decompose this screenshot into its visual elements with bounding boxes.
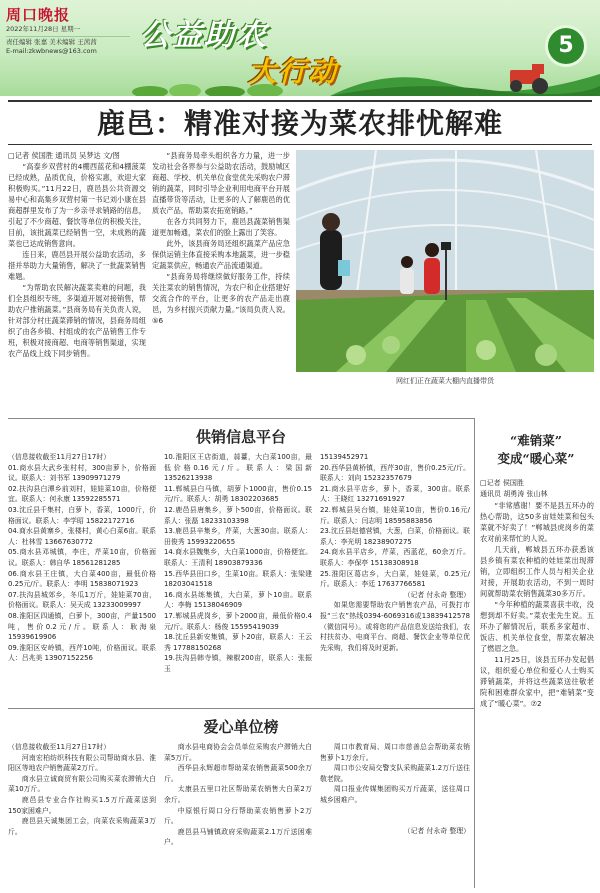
date-line: 2022年11月28日 星期一 — [6, 25, 81, 33]
side-story-paragraph: 几天前，郸城县五环办获悉该县乡镇有菜农种植的娃娃菜出现滞销，立即组织工作人员与相关企业对接，开展助农活动，不到一周时间就帮助菜农销售蔬菜30多万斤。 — [480, 545, 594, 598]
supply-item: 01.商水县大武乡张村村，300亩萝卜，价格面议。联系人：刘书军 13909971279 — [8, 463, 156, 483]
article-paragraph: “为帮助农民解决蔬菜卖难的问题，我们全县组织专班，多渠道开展对接销售，帮助农户推销蔬菜。”县商务局有关负责人说，针对部分村庄蔬菜滞销的情况，县商务局组织了由各乡镇、村组成的农产品销售工作专班，积极对接商超、电商等销售渠道，实现农产品线上线下同步销售。 — [8, 283, 146, 358]
article-paragraph: 此外，该县商务局还组织蔬菜产品应急保供运销主体直接采购本地蔬菜，进一步稳定蔬菜供应，畅通农产品流通渠道。 — [152, 239, 290, 270]
article-paragraph: 在各方共同努力下，鹿邑县蔬菜销售渠道更加畅通，菜农们的脸上露出了笑容。 — [152, 217, 290, 237]
supply-item: 20.西华县黄桥镇，西芹30亩，售价0.25元/斤。联系人：刘向 15232357679 — [320, 463, 470, 483]
side-story-byline-2: 通讯员 胡勇涛 张山林 — [480, 490, 548, 498]
supply-item: 24.商水县平店乡，芹菜，西蓝花，60余万斤。联系人：李保亭 15138308918 — [320, 548, 470, 567]
love-item: 周口市教育局、周口市慈善总会帮助菜农销售萝卜1万余斤。 — [320, 743, 470, 762]
article-column-2 — [152, 150, 290, 418]
greenhouse-photo-image — [296, 150, 594, 372]
supply-item: 08.淮阳区四通镇，白萝卜，300亩，产量1500吨，售价0.2元/斤。联系人：耿海泉 15939619906 — [8, 611, 156, 642]
love-item: 商水县立诚商贸有限公司购买菜农滞销大白菜10万斤。 — [8, 774, 156, 794]
supply-item: 25.淮阳区葛店乡，大白菜，娃娃菜，0.25元/斤。联系人：李廷 17637766581 — [320, 569, 470, 589]
love-item: 鹿邑县天诚集团工会，向菜农采购蔬菜3万斤。 — [8, 817, 156, 836]
side-story-title-1: “难销菜” — [510, 433, 562, 448]
article-headline: 鹿邑：精准对接为菜农排忧解难 — [96, 107, 503, 140]
side-story-paragraph: “今年种植的蔬菜喜获丰收，没想到却不好卖。”菜农张先生说。五环办了解情况后，联系多家超市、饭店、机关单位食堂，帮菜农解决了燃眉之急。 — [480, 600, 594, 653]
love-note-credit: （记者 付永奇 整理） — [403, 826, 470, 835]
supply-item: 10.淮阳区王店街道，蒜薹，大白菜100亩，最低价格0.16元/斤。联系人：梁国新 13526213938 — [164, 453, 312, 483]
masthead — [0, 0, 600, 96]
love-item: 周口报业传媒集团购买万斤蔬菜，送往周口城乡困难户。 — [320, 785, 470, 804]
side-story-body — [480, 478, 594, 888]
side-story-paragraph: 11月25日，该县五环办发起倡议，组织爱心单位和爱心人士购买滞销蔬菜，并将这些蔬菜送往敬老院和困难群众家中，把“难销菜”变成了“暖心菜”。⑦2 — [480, 655, 594, 708]
love-item: 鹿邑县马铺镇政府采购蔬菜2.1万斤送困难户。 — [164, 827, 312, 847]
love-intro: （信息接收截至11月27日17时） — [8, 743, 111, 751]
supply-item: 18.沈丘县新安集镇，萝卜20亩，联系人：王云秀 17788150268 — [164, 633, 312, 652]
supply-list-column-2 — [164, 452, 312, 702]
love-list-column-3 — [320, 742, 470, 888]
love-item: 中原银行周口分行帮助菜农销售萝卜2万斤。 — [164, 806, 312, 826]
article-column-1 — [8, 150, 146, 418]
article-byline: □记者 侯国胜 通讯员 吴梦达 文/图 — [8, 151, 120, 160]
supply-note: 如果您需要帮助农户销售农产品，可拨打市报“三农”热线0394-6069316或13839412578（微信同号）。或将您的产品信息发送给我们，农村扶贫办、电商平台、商超、餐饮企业等单位优先采购，我们将及时更新。 — [320, 601, 470, 652]
supply-list-column-3 — [320, 452, 470, 702]
article-paragraph: “县商务局牵头组织各方力量，进一步发动社会各界参与公益助农活动，鼓励城区商超、学校、机关单位食堂优先采购农户滞销的蔬菜，同时引导企业利用电商平台开展直播带货等活动，让更多的人了解鹿邑的优质农产品，帮助菜农拓宽销路。” — [152, 151, 290, 215]
love-section-title: 爱心单位榜 — [203, 718, 279, 736]
divider — [474, 418, 475, 888]
supply-item: 13.鹿邑县辛集乡，芹菜，大葱30亩。联系人：田俊秀 15993220655 — [164, 527, 312, 546]
supply-item: 22.郸城县吴台镇，娃娃菜10亩，售价0.16元/斤。联系人：闫志明 18595883856 — [320, 505, 470, 525]
supply-item: 12.鹿邑县唐集乡，萝卜500亩，价格面议。联系人：张磊 18233103398 — [164, 505, 312, 525]
supply-item: 16.商水县练集镇，大白菜，萝卜10亩。联系人：李梅 15138046909 — [164, 590, 312, 610]
divider — [8, 144, 592, 145]
supply-list-column-1 — [8, 452, 156, 702]
masthead-info — [6, 4, 130, 56]
supply-item: 06.商水县王庄镇，大白菜400亩，最低价格0.25元/斤。联系人：李明 15838071923 — [8, 569, 156, 589]
supply-note-credit: （记者 付永奇 整理） — [403, 590, 470, 599]
love-item: 商水县电商协会会员单位采购农户滞销大白菜5万斤。 — [164, 743, 312, 762]
side-story-paragraph: “非常感谢！要不是县五环办的热心帮助，这50多亩娃娃菜和包头菜就不好卖了！”郸城县虎岗乡的菜农对前来帮忙的人说。 — [480, 501, 594, 543]
supply-item: 15.西华县田口乡，生菜10亩。联系人：张梁建 18203041518 — [164, 569, 312, 589]
paper-logo: 周口晚报 — [6, 6, 71, 24]
love-item: 周口市公安局交警支队采购蔬菜1.2万斤送往敬老院。 — [320, 764, 470, 783]
love-item: 河南宏柏纺织科技有限公司帮助商水县、淮阳区等地农户销售蔬菜2万斤。 — [8, 753, 156, 773]
supply-item: 19.扶沟县韩寺镇，辣椒200亩，联系人：张振玉 — [164, 654, 312, 673]
supply-item: 05.商水县邓城镇，李庄，芹菜10亩，价格面议。联系人：韩自华 18561281285 — [8, 548, 156, 567]
photo-caption: 网红们正在蔬菜大棚内直播带货 — [396, 377, 494, 385]
love-list-column-2 — [164, 742, 312, 888]
supply-intro: （信息接收截至11月27日17时） — [8, 453, 111, 461]
editor-line: 责任编辑 张嘉 美术编辑 王茜茜 — [6, 36, 130, 47]
supply-item: 15139452971 — [320, 453, 369, 461]
column-title-action: 大行动 — [248, 55, 339, 88]
supply-item: 09.淮阳区安岭镇，西芹10吨，价格面议。联系人：吕兆美 13907152256 — [8, 643, 156, 663]
supply-item: 21.商水县平店乡，萝卜，香菜，300亩。联系人：王晓红 13271691927 — [320, 484, 470, 504]
side-story-title-2: 变成“暖心菜” — [497, 451, 575, 466]
supply-item: 14.商水县魏集乡，大白菜1000亩，价格便宜。联系人：王清利 18903879336 — [164, 548, 312, 567]
divider — [8, 418, 474, 419]
supply-item: 02.扶沟县白潭乡前刘村，娃娃菜10亩，价格便宜。联系人：何永康 13592285571 — [8, 484, 156, 504]
article-paragraph: “高泰乡双营村的4棚西蓝花和4棚菠菜已经成熟，品质优良，价格实惠，欢迎大家积极购买。”11月22日，鹿邑县公共资源交易中心和高集乡双营村第一书记刘小康在县商超群里发布了为一乡亲寻求销路的信息，引起了不少商超、餐饮等单位的积极关注，目前，该批蔬菜已经销售一空，未成熟的蔬菜也已达成销售意向。 — [8, 162, 146, 248]
divider — [8, 708, 474, 709]
supply-item: 07.扶沟县城郊乡，冬瓜1万斤，娃娃菜70亩，价格面议。联系人：吴天成 13233009997 — [8, 590, 156, 610]
supply-item: 11.郸城县白马镇，胡萝卜1000亩，售价0.15元/斤。联系人：胡勇 18302203685 — [164, 484, 312, 504]
article-paragraph: 连日来，鹿邑县开展公益助农活动，多措并举助力大量销售，解决了一批蔬菜销售难题。 — [8, 250, 146, 281]
article-paragraph: “县商务局将继续做好服务工作，持续关注菜农的销售情况，为农户和企业搭建好交流合作的平台，让更多的农产品走出鹿邑，为乡村振兴贡献力量。”该局负责人说。⑤6 — [152, 272, 290, 325]
supply-item: 23.沈丘县赵德营镇，大葱，白菜，价格面议。联系人：李光明 18238907275 — [320, 527, 470, 546]
supply-item: 17.郸城县虎岗乡，萝卜2000亩，最低价格0.4元/斤。联系人：杨俊 15595419039 — [164, 611, 312, 631]
love-item: 西华县永辉超市帮助菜农销售蔬菜500余万斤。 — [164, 764, 312, 783]
supply-item: 04.商水县黄寨乡，张楼村，黄心白菜6亩。联系人：杜林雪 13667630772 — [8, 527, 156, 546]
supply-item: 03.沈丘县千集村，白萝卜，香菜，1000斤，价格面议。联系人：李学昭 15822172716 — [8, 505, 156, 525]
column-title-public-welfare: 公益助农 — [140, 18, 268, 53]
supply-section-title: 供销信息平台 — [195, 428, 286, 446]
love-item: 鹿邑县专业合作社购买1.5万斤蔬菜送到150家困难户。 — [8, 795, 156, 815]
love-list-column-1 — [8, 742, 156, 888]
page-number-badge: 5 — [548, 28, 584, 64]
email-line: E-mail:zkwbnews@163.com — [6, 47, 97, 55]
side-story-byline: □记者 侯国胜 — [480, 479, 524, 487]
greenhouse-livestream-photo — [296, 150, 594, 372]
love-item: 太康县五里口社区帮助菜农销售大白菜2万余斤。 — [164, 785, 312, 804]
